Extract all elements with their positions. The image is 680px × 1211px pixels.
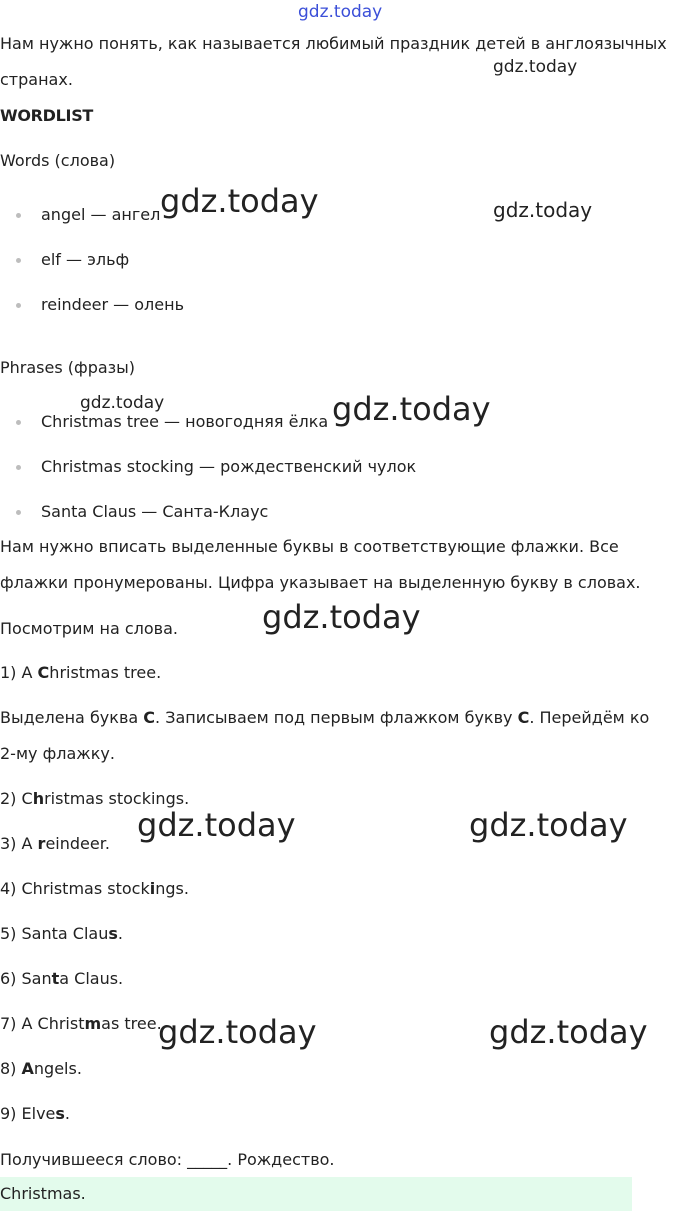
look-text: Посмотрим на слова. <box>0 619 178 638</box>
intro-paragraph: Нам нужно понять, как называется любимый праздник детей в англоязычных странах. <box>0 34 667 89</box>
list-item: 5) Santa Claus. <box>0 924 123 943</box>
word-item: elf — эльф <box>41 250 130 269</box>
list-item: 9) Elves. <box>0 1104 70 1123</box>
bullet <box>16 258 21 263</box>
watermark: gdz.today <box>493 57 578 77</box>
phrase-item: Christmas stocking — рождественский чулок <box>41 457 417 476</box>
watermark: gdz.today <box>332 390 491 428</box>
answer-box <box>0 1177 632 1211</box>
list-item: 7) A Christmas tree. <box>0 1014 162 1033</box>
phrase-item: Santa Claus — Санта-Клаус <box>41 502 269 521</box>
watermark: gdz.today <box>493 198 593 222</box>
result-text: Получившееся слово: _____. Рождество. <box>0 1150 335 1169</box>
answer-text: Christmas. <box>0 1184 86 1203</box>
words-label: Words (слова) <box>0 151 116 170</box>
watermark: gdz.today <box>80 393 165 413</box>
explain-paragraph: Выделена буква C. Записываем под первым флажком букву C. Перейдём ко 2-му флажку. <box>0 708 650 763</box>
instruction-paragraph: Нам нужно вписать выделенные буквы в соответствующие флажки. Все флажки пронумерованы. Цифра указывает на выделенную букву в словах. <box>0 537 641 592</box>
list-item: 4) Christmas stockings. <box>0 879 189 898</box>
word-item: reindeer — олень <box>41 295 184 314</box>
phrases-label: Phrases (фразы) <box>0 358 136 377</box>
watermark: gdz.today <box>160 182 319 220</box>
bullet <box>16 420 21 425</box>
word-item: angel — ангел <box>41 205 161 224</box>
list-item: 3) A reindeer. <box>0 834 110 853</box>
list-item: 6) Santa Claus. <box>0 969 124 988</box>
list-item: 1) A Christmas tree. <box>0 663 162 682</box>
watermark-top: gdz.today <box>298 2 383 22</box>
list-item: 2) Christmas stockings. <box>0 789 190 808</box>
phrase-item: Christmas tree — новогодняя ёлка <box>41 412 329 431</box>
watermark: gdz.today <box>137 806 296 844</box>
list-item: 8) Angels. <box>0 1059 82 1078</box>
watermark: gdz.today <box>489 1013 648 1051</box>
bullet <box>16 213 21 218</box>
watermark: gdz.today <box>158 1013 317 1051</box>
bullet <box>16 510 21 515</box>
bullet <box>16 465 21 470</box>
bullet <box>16 303 21 308</box>
wordlist-heading: WORDLIST <box>0 106 94 125</box>
watermark: gdz.today <box>469 806 628 844</box>
watermark: gdz.today <box>262 598 421 636</box>
